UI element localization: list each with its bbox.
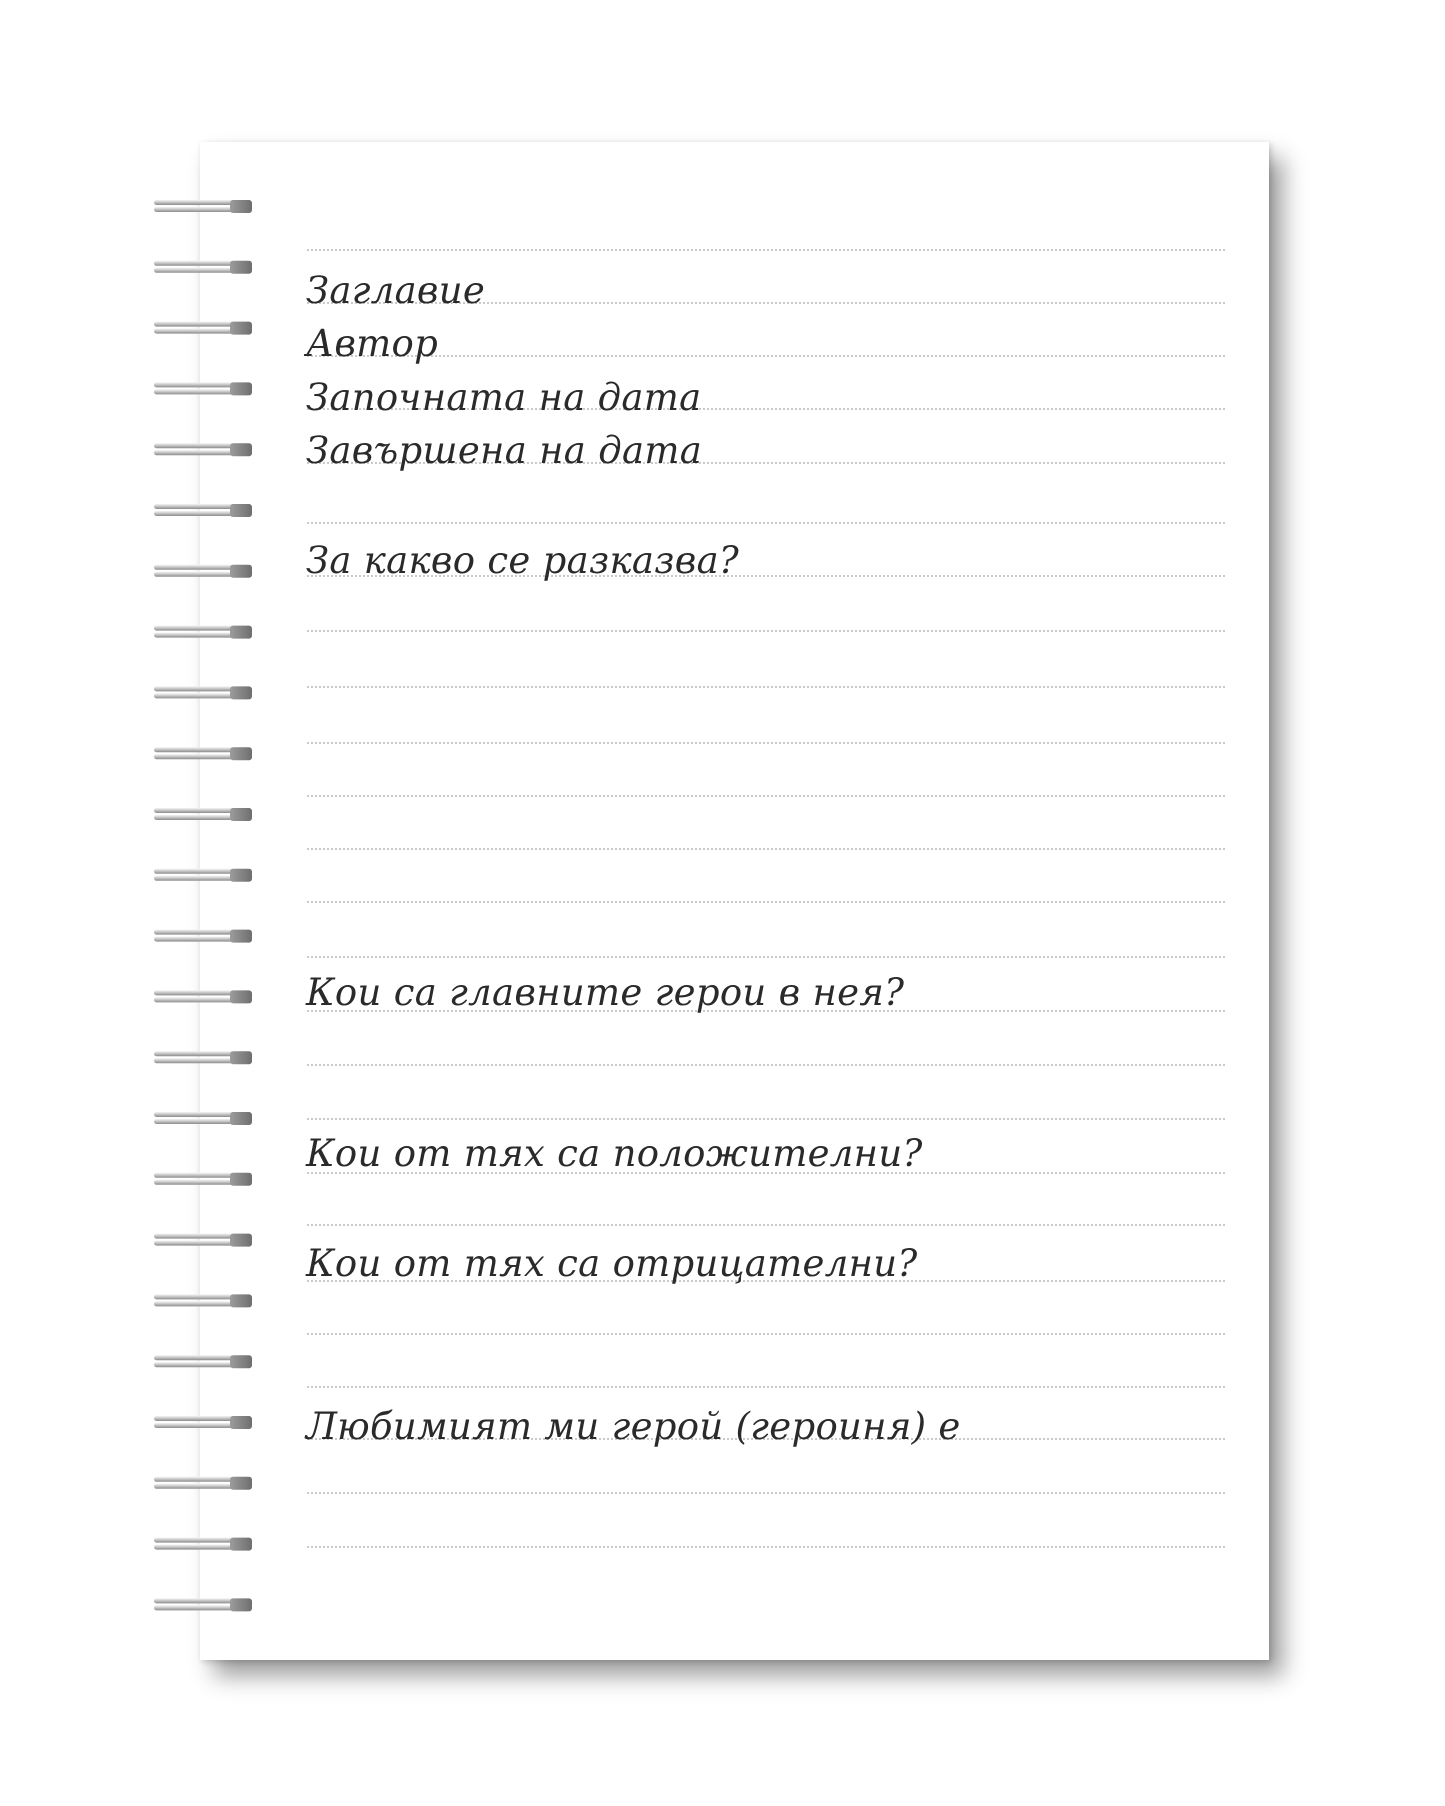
writing-line <box>307 630 1225 632</box>
question-main-characters: Кои са главните герои в нея? <box>306 971 905 1014</box>
question-positive: Кои от тях са положителни? <box>306 1132 923 1175</box>
writing-line <box>307 249 1225 251</box>
field-title-label: Заглавие <box>306 269 486 312</box>
writing-line <box>307 742 1225 744</box>
spiral-ring <box>154 930 252 943</box>
writing-line <box>307 1224 1225 1226</box>
writing-line <box>307 1333 1225 1335</box>
writing-line <box>307 355 1225 357</box>
writing-line <box>307 686 1225 688</box>
writing-line <box>307 956 1225 958</box>
question-about: За какво се разказва? <box>306 539 740 582</box>
field-author-label: Автор <box>306 322 439 365</box>
spiral-ring <box>154 686 252 699</box>
spiral-ring <box>154 1234 252 1247</box>
writing-line <box>307 848 1225 850</box>
spiral-ring <box>154 565 252 578</box>
writing-line <box>307 1492 1225 1494</box>
spiral-ring <box>154 443 252 456</box>
spiral-ring <box>154 869 252 882</box>
field-finished-label: Завършена на дата <box>306 429 703 472</box>
spiral-ring <box>154 808 252 821</box>
spiral-ring <box>154 990 252 1003</box>
spiral-ring <box>154 322 252 335</box>
writing-line <box>307 522 1225 524</box>
question-negative: Кои от тях са отрицателни? <box>306 1242 918 1285</box>
writing-line <box>307 1064 1225 1066</box>
spiral-ring <box>154 1598 252 1611</box>
spiral-ring <box>154 747 252 760</box>
spiral-binding <box>154 0 254 1806</box>
spiral-ring <box>154 1294 252 1307</box>
question-favorite: Любимият ми герой (героиня) е <box>306 1405 961 1448</box>
writing-line <box>307 1546 1225 1548</box>
spiral-ring <box>154 1538 252 1551</box>
field-started-label: Започната на дата <box>306 376 702 419</box>
writing-line <box>307 901 1225 903</box>
spiral-ring <box>154 1416 252 1429</box>
spiral-ring <box>154 1477 252 1490</box>
spiral-ring <box>154 1355 252 1368</box>
writing-line <box>307 1386 1225 1388</box>
spiral-ring <box>154 626 252 639</box>
spiral-ring <box>154 1112 252 1125</box>
spiral-ring <box>154 382 252 395</box>
spiral-ring <box>154 1051 252 1064</box>
spiral-ring <box>154 504 252 517</box>
writing-line <box>307 1118 1225 1120</box>
spiral-ring <box>154 200 252 213</box>
spiral-ring <box>154 1173 252 1186</box>
writing-line <box>307 795 1225 797</box>
spiral-ring <box>154 261 252 274</box>
